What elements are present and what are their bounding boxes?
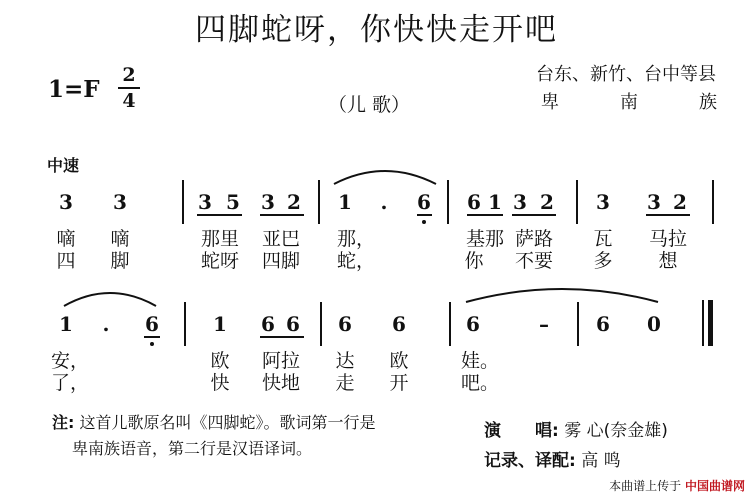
lyric: 嘀 — [56, 228, 76, 250]
lyric: 那， — [336, 228, 376, 250]
footnote — [52, 410, 376, 462]
source-watermark — [609, 477, 745, 494]
lyric: 嘀 — [110, 228, 130, 250]
beam — [512, 214, 556, 216]
note: 3 — [513, 190, 527, 214]
note: 6 — [338, 312, 352, 336]
lyric: 多 — [593, 250, 613, 272]
time-fraction-bar — [118, 87, 140, 89]
note: 6 — [286, 312, 300, 336]
lyric: 娃。 — [460, 350, 500, 372]
note: 1 — [59, 312, 73, 336]
note: 3 — [596, 190, 610, 214]
barline — [320, 302, 322, 346]
octave-dot — [422, 220, 426, 224]
region-label: 台东、新竹、台中等县 — [536, 64, 716, 85]
octave-dot — [150, 342, 154, 346]
note: 3 — [647, 190, 661, 214]
footnote-line-1: 这首儿歌原名叫《四脚蛇》。歌词第一行是 — [79, 413, 376, 432]
tempo-marking: 中速 — [47, 156, 80, 175]
barline — [712, 180, 714, 224]
lyric: 安， — [50, 350, 90, 372]
lyric: 开 — [389, 372, 409, 394]
dash: – — [539, 312, 549, 336]
beam — [197, 214, 242, 216]
lyric: 瓦 — [593, 228, 613, 250]
lyric: 吧。 — [460, 372, 500, 394]
note: 1 — [213, 312, 227, 336]
lyric: 四脚 — [261, 250, 301, 272]
song-title: 四脚蛇呀，你快快走开吧 — [195, 12, 558, 48]
time-denominator: 4 — [122, 90, 136, 112]
note: 6 — [596, 312, 610, 336]
barline — [577, 302, 579, 346]
barline — [449, 302, 451, 346]
recorder-label: 记录、译配: — [484, 451, 576, 471]
note: 6 — [417, 190, 431, 214]
time-numerator: 2 — [122, 64, 136, 86]
barline — [182, 180, 184, 224]
note: 6 — [466, 312, 480, 336]
note: 3 — [198, 190, 212, 214]
lyric: 了， — [50, 372, 90, 394]
final-barline-thin — [702, 300, 704, 346]
note: 3 — [261, 190, 275, 214]
note: 2 — [673, 190, 687, 214]
lyric: 想 — [658, 250, 678, 272]
source-prefix: 本曲谱上传于 — [609, 479, 682, 493]
lyric: 快地 — [261, 372, 301, 394]
footnote-label: 注: — [52, 413, 75, 432]
ethnic-group — [541, 88, 717, 114]
lyric: 四 — [56, 250, 76, 272]
beam — [417, 214, 432, 216]
note: 6 — [392, 312, 406, 336]
note: 6 — [261, 312, 275, 336]
lyric: 你 — [464, 250, 484, 272]
note: 2 — [540, 190, 554, 214]
note: 1 — [488, 190, 502, 214]
tie-slur — [462, 282, 662, 304]
lyric: 蛇呀 — [200, 250, 240, 272]
lyric: 萨路 — [514, 228, 554, 250]
final-barline-thick — [708, 300, 713, 346]
note: 2 — [287, 190, 301, 214]
singer-name: 雾 心(奈金雄) — [564, 421, 668, 441]
singer-label: 演 唱: — [484, 421, 559, 441]
source-brand: 中国曲谱网 — [684, 479, 745, 493]
note-dot: . — [380, 190, 388, 214]
tie-slur — [60, 286, 160, 308]
beam — [260, 336, 304, 338]
ethnic-char: 南 — [620, 92, 638, 113]
rest: 0 — [647, 312, 661, 336]
lyric: 蛇， — [336, 250, 376, 272]
lyric: 走 — [335, 372, 355, 394]
lyric: 快 — [210, 372, 230, 394]
beam — [260, 214, 304, 216]
recorder-credit — [484, 446, 621, 471]
note: 6 — [145, 312, 159, 336]
note: 6 — [467, 190, 481, 214]
lyric: 欧 — [210, 350, 230, 372]
ethnic-char: 族 — [699, 92, 717, 113]
note-dot: . — [102, 312, 110, 336]
lyric: 阿拉 — [261, 350, 301, 372]
time-signature — [118, 64, 140, 112]
lyric: 马拉 — [648, 228, 688, 250]
key-signature: 1=F — [48, 76, 100, 103]
beam — [144, 336, 160, 338]
lyric: 亚巴 — [261, 228, 301, 250]
lyric: 脚 — [110, 250, 130, 272]
recorder-name: 高 鸣 — [581, 451, 621, 471]
note: 5 — [226, 190, 240, 214]
lyric: 不要 — [514, 250, 554, 272]
beam — [467, 214, 503, 216]
note: 3 — [113, 190, 127, 214]
barline — [576, 180, 578, 224]
genre-label: （儿 歌） — [328, 94, 411, 116]
lyric: 欧 — [389, 350, 409, 372]
singer-credit — [484, 416, 668, 441]
note: 3 — [59, 190, 73, 214]
beam — [646, 214, 690, 216]
barline — [184, 302, 186, 346]
footnote-line-2: 卑南族语音，第二行是汉语译词。 — [72, 439, 313, 458]
barline — [447, 180, 449, 224]
barline — [318, 180, 320, 224]
note: 1 — [338, 190, 352, 214]
tie-slur — [330, 164, 440, 186]
lyric: 达 — [335, 350, 355, 372]
lyric: 那里 — [200, 228, 240, 250]
ethnic-char: 卑 — [541, 92, 559, 113]
lyric: 基那 — [465, 228, 505, 250]
